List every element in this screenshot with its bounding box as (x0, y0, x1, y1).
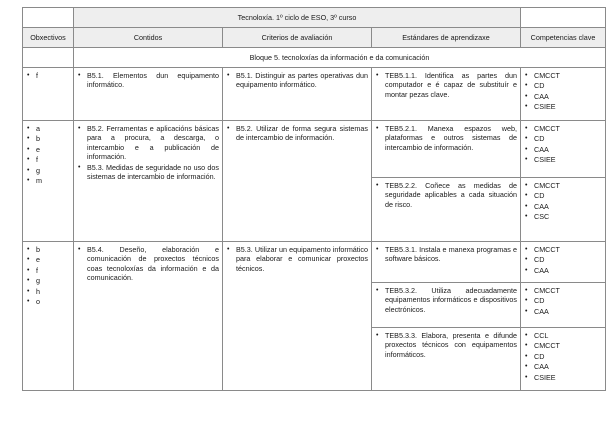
objective-item: • a (27, 124, 70, 133)
objective-item: • e (27, 145, 70, 154)
column-header-standards: Estándares de aprendizaxe (372, 28, 521, 48)
competence-item: • CD (525, 191, 602, 200)
standard-item: • TEB5.2.1. Manexa espazos web, plataformas e outros sistemas de intercambio de información. (376, 124, 517, 152)
objective-item: • g (27, 166, 70, 175)
criterion-item: • B5.2. Utilizar de forma segura sistemas de intercambio de información. (227, 124, 368, 143)
competence-item: • CMCCT (525, 286, 602, 295)
standard-cell (372, 283, 521, 328)
competence-item: • CMCCT (525, 71, 602, 80)
competences-cell (521, 178, 606, 242)
competence-item: • CMCCT (525, 181, 602, 190)
competence-item: • CD (525, 255, 602, 264)
criterion-item: • B5.3. Utilizar un equipamento informático para elaborar e comunicar proxectos técnicos. (227, 245, 368, 273)
standard-item: • TEB5.3.1. Instala e manexa programas e software básicos. (376, 245, 517, 264)
table-title: Tecnoloxía. 1º ciclo de ESO, 3º curso (74, 8, 521, 28)
competences-cell (521, 121, 606, 178)
competence-item: • CD (525, 134, 602, 143)
competence-item: • CAA (525, 145, 602, 154)
competence-item: • CD (525, 81, 602, 90)
column-header-competences: Competencias clave (521, 28, 606, 48)
competence-item: • CSIEE (525, 373, 602, 382)
corner-empty-cell (521, 8, 606, 28)
contents-cell (74, 242, 223, 391)
content-item: • B5.3. Medidas de seguridade no uso dos sistemas de intercambio de información. (78, 163, 219, 182)
standard-cell (372, 328, 521, 391)
competence-item: • CD (525, 352, 602, 361)
competence-item: • CMCCT (525, 124, 602, 133)
content-item: • B5.1. Elementos dun equipamento informático. (78, 71, 219, 90)
contents-cell (74, 68, 223, 121)
competence-item: • CSIEE (525, 102, 602, 111)
competence-item: • CAA (525, 362, 602, 371)
competence-item: • CAA (525, 307, 602, 316)
objective-item: • h (27, 287, 70, 296)
objective-item: • f (27, 266, 70, 275)
competence-item: • CSIEE (525, 155, 602, 164)
objective-item: • b (27, 245, 70, 254)
criteria-cell (223, 242, 372, 391)
standard-cell (372, 121, 521, 178)
content-item: • B5.2. Ferramentas e aplicacións básicas para a procura, a descarga, o intercambio e a publicación de información. (78, 124, 219, 162)
standard-item: • TEB5.2.2. Coñece as medidas de seguridade aplicables a cada situación de risco. (376, 181, 517, 209)
competences-cell (521, 328, 606, 391)
objective-item: • m (27, 176, 70, 185)
competence-item: • CAA (525, 266, 602, 275)
standard-cell (372, 178, 521, 242)
objective-item: • f (27, 71, 70, 80)
competence-item: • CAA (525, 202, 602, 211)
competence-item: • CCL (525, 331, 602, 340)
objective-item: • b (27, 134, 70, 143)
corner-empty-cell (23, 8, 74, 28)
competences-cell (521, 68, 606, 121)
objective-item: • g (27, 276, 70, 285)
objectives-cell (23, 68, 74, 121)
competences-cell (521, 283, 606, 328)
contents-cell (74, 121, 223, 242)
standard-item: • TEB5.3.3. Elabora, presenta e difunde proxectos técnicos con equipamentos informáticos. (376, 331, 517, 359)
block-title: Bloque 5. tecnoloxías da información e da comunicación (74, 48, 606, 68)
block-spacer-cell (23, 48, 74, 68)
column-header-objectives: Obxectivos (23, 28, 74, 48)
content-item: • B5.4. Deseño, elaboración e comunicación de proxectos técnicos coas tecnoloxías da información e da comunicación. (78, 245, 219, 283)
competence-item: • CD (525, 296, 602, 305)
criterion-item: • B5.1. Distinguir as partes operativas dun equipamento informático. (227, 71, 368, 90)
competence-item: • CMCCT (525, 341, 602, 350)
standard-cell (372, 68, 521, 121)
competence-item: • CAA (525, 92, 602, 101)
column-header-contents: Contidos (74, 28, 223, 48)
competence-item: • CMCCT (525, 245, 602, 254)
objective-item: • f (27, 155, 70, 164)
competence-item: • CSC (525, 212, 602, 221)
competences-cell (521, 242, 606, 283)
column-header-criteria: Criterios de avaliación (223, 28, 372, 48)
standard-cell (372, 242, 521, 283)
standard-item: • TEB5.3.2. Utiliza adecuadamente equipamentos informáticos e dispositivos electrónicos. (376, 286, 517, 314)
criteria-cell (223, 121, 372, 242)
objectives-cell (23, 121, 74, 242)
objectives-cell (23, 242, 74, 391)
criteria-cell (223, 68, 372, 121)
curriculum-table (22, 7, 606, 391)
objective-item: • e (27, 255, 70, 264)
standard-item: • TEB5.1.1. Identifica as partes dun computador e é capaz de substituír e montar pezas clave. (376, 71, 517, 99)
objective-item: • o (27, 297, 70, 306)
